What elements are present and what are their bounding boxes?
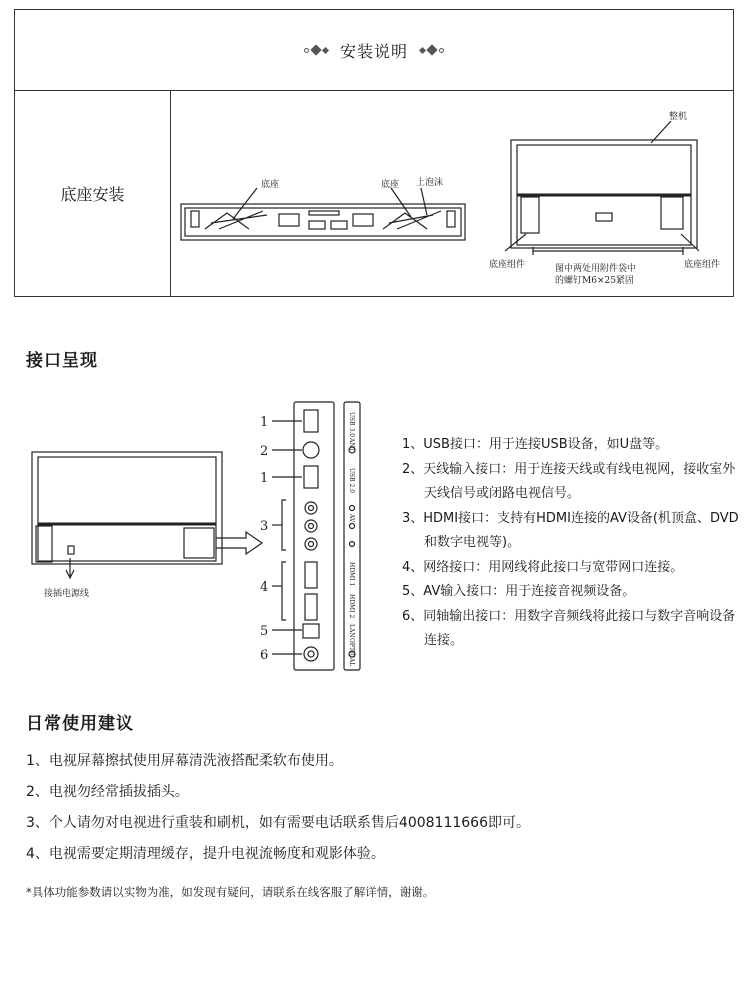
footnote: *具体功能参数请以实物为准，如发现有疑问，请联系在线客服了解详情，谢谢。 [26,885,435,899]
install-table [14,9,734,297]
label-whole-unit: 整机 [669,112,688,122]
ornament-right-icon [420,46,444,54]
ornament-left-icon [304,46,328,54]
daily-use-list [26,746,530,870]
daily-tip-2: 2、电视勿经常插拔插头。 [26,784,189,800]
power-cord-label: 接插电源线 [44,589,90,599]
label-base-assembly-left: 底座组件 [489,260,526,270]
interface-diagram [24,398,374,676]
label-screw-note-2: 的螺钉M6×25紧固 [555,276,634,286]
base-install-diagram [171,91,733,296]
label-base-assembly-right: 底座组件 [684,260,721,270]
daily-use-title: 日常使用建议 [26,714,134,734]
base-install-label: 底座安装 [15,90,171,296]
interface-item-network: 4、网络接口：用网线将此接口与宽带网口连接。 [402,559,684,575]
base-install-illustration [171,91,733,296]
side-label-optical: OPTICAL [348,638,355,667]
side-label-lan: LAN [348,624,355,638]
label-base-right: 底座 [381,180,400,190]
panel-number-ant: 2 [260,444,269,459]
side-label-hdmi2: HDMI 2 [348,594,355,619]
interface-item-usb: 1、USB接口：用于连接USB设备，如U盘等。 [402,437,669,452]
daily-tip-3: 3、个人请勿对电视进行重装和刷机，如有需要电话联系售后4008111666即可。 [26,815,530,831]
panel-number-lan: 5 [260,624,269,639]
side-label-hdmi1: HDMI 1 [348,562,355,587]
panel-number-hdmi: 4 [260,580,269,595]
interface-item-antenna: 2、天线输入接口：用于连接天线或有线电视网，接收室外天线信号或闭路电视信号。 [402,461,736,501]
panel-number-av: 3 [260,519,269,534]
daily-tip-1: 1、电视屏幕擦拭使用屏幕清洗液搭配柔软布使用。 [26,753,343,769]
interface-title: 接口呈现 [26,351,98,371]
interface-item-coaxial: 6、同轴输出接口：用数字音频线将此接口与数字音响设备连接。 [402,608,736,648]
side-label-ant: ANT [348,438,355,452]
panel-number-usb30: 1 [260,415,269,430]
interface-item-hdmi: 3、HDMI接口：支持有HDMI连接的AV设备(机顶盒、DVD和数字电视等)。 [402,510,739,550]
side-label-av: AV [348,514,355,523]
panel-number-usb20: 1 [260,471,269,486]
interface-item-av: 5、AV输入接口：用于连接音视频设备。 [402,584,636,599]
label-foam: 上泡沫 [416,178,444,188]
label-base-left: 底座 [261,180,280,190]
install-title: 安装说明 [339,41,408,61]
side-label-usb20: USB 2.0 [348,468,355,494]
interface-list [402,433,742,654]
side-label-usb30: USB 3.0 [348,412,355,438]
panel-number-optical: 6 [260,648,269,663]
daily-tip-4: 4、电视需要定期清理缓存，提升电视流畅度和观影体验。 [26,846,385,862]
install-header [15,10,733,91]
label-screw-note-1: 图中两处用附件袋中 [555,264,637,274]
